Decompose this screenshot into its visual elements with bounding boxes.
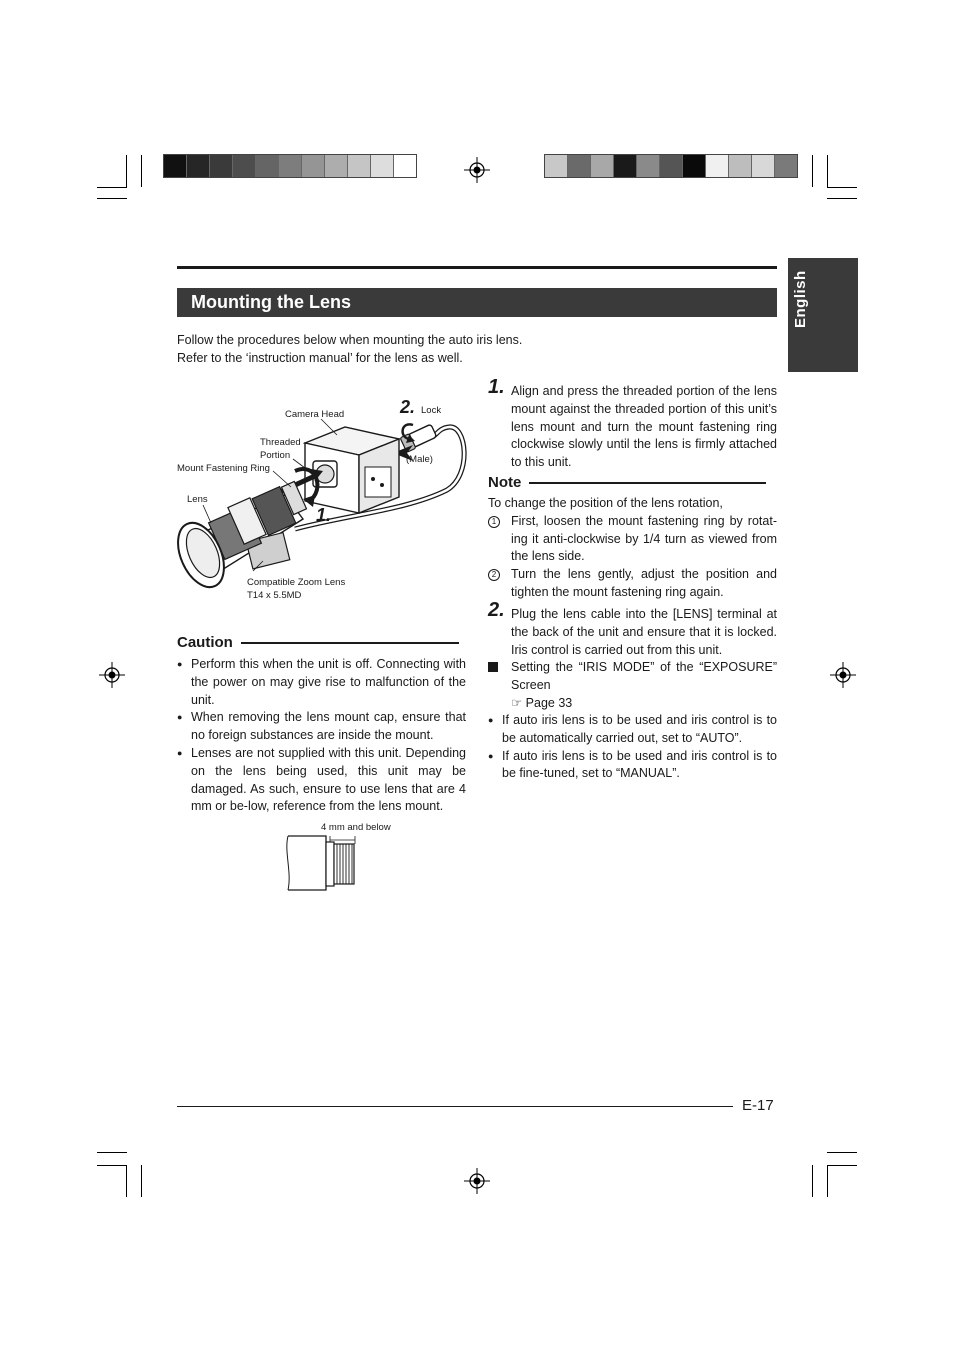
label-lock: Lock xyxy=(421,405,442,416)
color-swatch xyxy=(706,155,729,177)
color-swatch xyxy=(325,155,348,177)
step-2 xyxy=(488,599,777,659)
iris-mode-item: ● If auto iris lens is to be used and iris control is to be fine-tuned, set to “MANUAL”. xyxy=(488,748,777,784)
caution-heading xyxy=(177,634,459,651)
caution-heading-rule xyxy=(241,642,459,644)
color-swatch xyxy=(752,155,775,177)
step-1-number: 1. xyxy=(488,376,505,398)
step-1 xyxy=(488,376,777,472)
note-heading-text: Note xyxy=(488,474,522,491)
page-number: E-17 xyxy=(742,1097,774,1114)
step-2-number: 2. xyxy=(488,599,505,621)
color-swatch xyxy=(279,155,302,177)
note-heading-rule xyxy=(529,482,766,484)
setting-block xyxy=(488,659,777,712)
intro-line: Follow the procedures below when mounting the auto iris lens. xyxy=(177,333,523,347)
color-swatch xyxy=(164,155,187,177)
registration-mark-icon xyxy=(464,157,490,183)
color-swatch xyxy=(256,155,279,177)
step-2-text: Plug the lens cable into the [LENS] terminal at the back of the unit and ensure that it is locked. Iris control is carried out from this unit. xyxy=(511,607,777,657)
figure-step-2: 2. xyxy=(400,397,416,417)
note-item-number: 1 xyxy=(488,516,500,528)
color-swatch xyxy=(568,155,591,177)
label-threaded-portion xyxy=(260,436,301,462)
caution-item: ● Perform this when the unit is off. Connecting with the power on may give rise to malfunction of the unit. xyxy=(177,656,466,709)
label-mount-fastening-ring: Mount Fastening Ring xyxy=(177,463,270,474)
label-male: (Male) xyxy=(406,454,433,465)
top-rule xyxy=(177,266,777,269)
note-heading xyxy=(488,474,766,491)
language-tab xyxy=(788,258,858,372)
color-swatch xyxy=(775,155,797,177)
iris-mode-list xyxy=(488,712,777,783)
camera-head-icon xyxy=(305,427,399,513)
color-swatch xyxy=(545,155,568,177)
caution-list xyxy=(177,656,466,816)
note-body xyxy=(488,495,777,602)
registration-mark-icon xyxy=(464,1168,490,1194)
note-intro: To change the position of the lens rotation, xyxy=(488,496,723,510)
intro xyxy=(177,331,777,367)
note-item-text: First, loosen the mount fastening ring by rotat-ing it anti-clockwise by 1/4 turn as viewed from the lens side. xyxy=(511,513,777,564)
note-item xyxy=(488,513,777,566)
color-swatch xyxy=(371,155,394,177)
label-mount-depth: 4 mm and below xyxy=(321,822,391,833)
step-1-text: Align and press the threaded portion of the lens mount against the threaded portion of this unit’s lens mount and turn the mount fastening ring clockwise slowly until the lens is firmly attached to this unit. xyxy=(511,384,777,470)
color-swatch xyxy=(591,155,614,177)
label-threaded-portion-line: Threaded xyxy=(260,437,301,448)
title-bar xyxy=(177,288,777,317)
color-swatch xyxy=(614,155,637,177)
setting-line xyxy=(488,659,777,695)
label-zoom-lens xyxy=(247,576,345,602)
label-zoom-lens-line: T14 x 5.5MD xyxy=(247,590,302,601)
intro-line: Refer to the ‘instruction manual’ for the lens as well. xyxy=(177,351,463,365)
color-swatch xyxy=(302,155,325,177)
mount-depth-illustration xyxy=(282,832,372,894)
iris-mode-item: ● If auto iris lens is to be used and iris control is to be automatically carried out, set to “AUTO”. xyxy=(488,712,777,748)
caution-item: ● When removing the lens mount cap, ensure that no foreign substances are inside the mount. xyxy=(177,709,466,745)
color-swatch xyxy=(187,155,210,177)
note-item-number: 2 xyxy=(488,569,500,581)
label-camera-head: Camera Head xyxy=(285,409,345,420)
registration-mark-icon xyxy=(99,662,125,688)
label-lens: Lens xyxy=(187,494,208,505)
note-item xyxy=(488,566,777,602)
label-threaded-portion-line: Portion xyxy=(260,450,291,461)
page-title: Mounting the Lens xyxy=(191,292,351,312)
color-swatch xyxy=(394,155,416,177)
caution-item: ● Lenses are not supplied with this unit. Depending on the lens being used, this unit may be damaged. As such, ensure to use lens that are 4 mm or be-low, reference from the lens mount. xyxy=(177,745,466,816)
caution-heading-text: Caution xyxy=(177,634,233,651)
color-swatch xyxy=(210,155,233,177)
page-reference: ☞ Page 33 xyxy=(511,695,573,710)
figure-step-1: 1. xyxy=(316,505,332,525)
color-swatch xyxy=(660,155,683,177)
color-swatch xyxy=(233,155,256,177)
footer-rule xyxy=(177,1106,733,1107)
color-swatch xyxy=(683,155,706,177)
color-swatch-strip-left xyxy=(163,154,417,178)
color-swatch xyxy=(637,155,660,177)
registration-mark-icon xyxy=(830,662,856,688)
language-tab-label: English xyxy=(792,270,809,328)
setting-text: Setting the “IRIS MODE” of the “EXPOSURE” Screen xyxy=(511,660,777,692)
color-swatch xyxy=(729,155,752,177)
color-swatch-strip-right xyxy=(544,154,798,178)
square-bullet-icon xyxy=(488,662,498,672)
color-swatch xyxy=(348,155,371,177)
note-item-text: Turn the lens gently, adjust the position and tighten the mount fastening ring again. xyxy=(511,567,777,599)
label-zoom-lens-line: Compatible Zoom Lens xyxy=(247,577,346,588)
